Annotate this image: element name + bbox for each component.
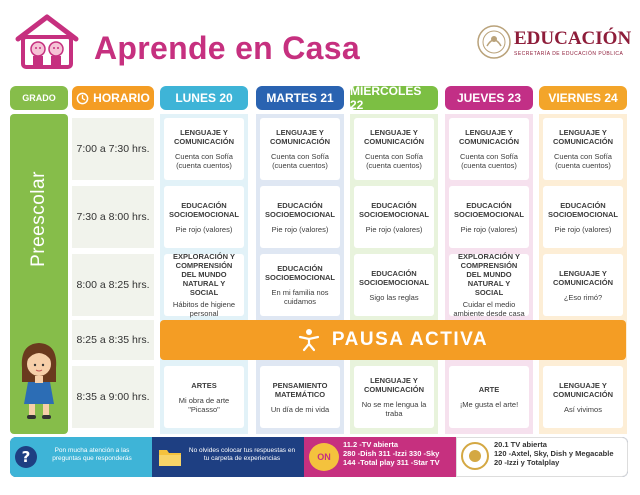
subject-label: LENGUAJE Y COMUNICACIÓN bbox=[459, 128, 519, 146]
topic-label: Pie rojo (valores) bbox=[271, 224, 329, 234]
topic-label: Cuenta con Sofía (cuenta cuentos) bbox=[271, 152, 329, 170]
schedule-cell bbox=[354, 186, 434, 248]
topic-label: Cuenta con Sofía (cuenta cuentos) bbox=[554, 152, 612, 170]
grade-label-wrap bbox=[10, 114, 68, 324]
day-header-viernes bbox=[539, 86, 627, 110]
topic-label: Pie rojo (valores) bbox=[554, 224, 612, 234]
time-slot bbox=[72, 366, 154, 428]
subject-label: EXPLORACIÓN Y COMPRENSIÓN DEL MUNDO NATURAL Y SOCIAL bbox=[458, 252, 520, 297]
topic-label: Pie rojo (valores) bbox=[460, 224, 518, 234]
grado-header bbox=[10, 86, 68, 110]
schedule-cell bbox=[543, 118, 623, 180]
topic-label: ¡Me gusta el arte! bbox=[459, 400, 519, 409]
channel2-line: 20 -Izzi y Totalplay bbox=[494, 458, 560, 467]
topic-label: Hábitos de higiene personal bbox=[172, 300, 236, 318]
topic-label: Sigo las reglas bbox=[369, 292, 419, 302]
subject-label: PENSAMIENTO MATEMÁTICO bbox=[272, 380, 328, 399]
topic-label: Cuidar el medio ambiente desde casa bbox=[453, 300, 525, 318]
subject-label: EDUCACIÓN SOCIOEMOCIONAL bbox=[264, 264, 335, 282]
subject-label: ARTES bbox=[191, 380, 217, 390]
channel1-badge-label: ON bbox=[317, 452, 331, 462]
subject-label: LENGUAJE Y COMUNICACIÓN bbox=[270, 128, 330, 146]
topic-label: Cuenta con Sofía (cuenta cuentos) bbox=[460, 152, 518, 170]
subject-label: EDUCACIÓN SOCIOEMOCIONAL bbox=[358, 200, 429, 219]
time-label: 8:00 a 8:25 hrs. bbox=[76, 279, 150, 291]
channel2-line: 120 -Axtel, Sky, Dish y Megacable bbox=[494, 449, 614, 458]
schedule-cell bbox=[260, 366, 340, 428]
schedule-cell bbox=[164, 118, 244, 180]
topic-label: En mi familia nos cuidamos bbox=[271, 288, 329, 306]
day-header-martes bbox=[256, 86, 344, 110]
day-label: LUNES 20 bbox=[175, 91, 233, 105]
horario-label: HORARIO bbox=[93, 91, 150, 105]
horario-header bbox=[72, 86, 154, 110]
house-kids-logo-icon bbox=[14, 13, 80, 69]
time-slot bbox=[72, 320, 154, 360]
subject-label: EXPLORACIÓN Y COMPRENSIÓN DEL MUNDO NATURAL Y SOCIAL bbox=[173, 252, 235, 297]
day-label: JUEVES 23 bbox=[456, 91, 522, 105]
schedule-cell bbox=[449, 186, 529, 248]
schedule-cell bbox=[260, 118, 340, 180]
page-title: Aprende en Casa bbox=[94, 30, 360, 66]
subject-label: EDUCACIÓN SOCIOEMOCIONAL bbox=[168, 200, 239, 219]
schedule-cell bbox=[260, 254, 340, 316]
schedule-cell bbox=[449, 118, 529, 180]
day-header-miercoles bbox=[350, 86, 438, 110]
channel1-line: 11.2 -TV abierta bbox=[343, 440, 399, 449]
subject-label: EDUCACIÓN SOCIOEMOCIONAL bbox=[264, 200, 335, 219]
schedule-cell bbox=[164, 366, 244, 428]
day-label: MIÉRCOLES 22 bbox=[350, 84, 422, 112]
svg-text:?: ? bbox=[21, 448, 31, 466]
subject-label: ARTE bbox=[478, 385, 500, 394]
org-title: EDUCACIÓN bbox=[514, 28, 632, 49]
day-header-jueves bbox=[445, 86, 533, 110]
day-header-lunes bbox=[160, 86, 248, 110]
channel1-line: 280 -Dish 311 -Izzi 330 -Sky bbox=[343, 449, 440, 458]
footer-tip2: No olvides colocar tus respuestas en tu carpeta de experiencias bbox=[188, 447, 296, 462]
topic-label: Así vivimos bbox=[564, 404, 602, 414]
time-slot bbox=[72, 186, 154, 248]
time-label: 8:35 a 9:00 hrs. bbox=[76, 391, 150, 403]
subject-label: EDUCACIÓN SOCIOEMOCIONAL bbox=[547, 200, 618, 219]
schedule-cell bbox=[543, 254, 623, 316]
schedule-cell bbox=[354, 118, 434, 180]
stretching-person-icon bbox=[298, 328, 320, 352]
topic-label: Un día de mi vida bbox=[270, 404, 330, 414]
time-label: 8:25 a 8:35 hrs. bbox=[76, 334, 150, 346]
schedule-cell bbox=[164, 254, 244, 316]
day-label: MARTES 21 bbox=[266, 91, 334, 105]
schedule-cell bbox=[449, 366, 529, 428]
pause-banner bbox=[160, 320, 626, 360]
channel1-line: 144 -Total play 311 -Star TV bbox=[343, 458, 440, 467]
footer-tip1: Pon mucha atención a las preguntas que responderás bbox=[52, 447, 132, 462]
subject-label: LENGUAJE Y COMUNICACIÓN bbox=[553, 268, 613, 287]
schedule-cell bbox=[449, 254, 529, 316]
org-subtitle: SECRETARÍA DE EDUCACIÓN PÚBLICA bbox=[514, 51, 624, 57]
day-label: VIERNES 24 bbox=[548, 91, 618, 105]
subject-label: LENGUAJE Y COMUNICACIÓN bbox=[364, 376, 424, 394]
subject-label: LENGUAJE Y COMUNICACIÓN bbox=[174, 128, 234, 146]
channel1-info bbox=[343, 440, 440, 467]
subject-label: EDUCACIÓN SOCIOEMOCIONAL bbox=[453, 200, 524, 219]
time-slot bbox=[72, 254, 154, 316]
clock-icon bbox=[76, 92, 89, 105]
schedule-cell bbox=[543, 186, 623, 248]
topic-label: ¿Eso rimó? bbox=[563, 292, 603, 302]
time-label: 7:00 a 7:30 hrs. bbox=[76, 143, 150, 155]
folder-icon bbox=[158, 446, 182, 468]
channel2-logo-icon bbox=[460, 441, 490, 471]
schedule-cell bbox=[354, 254, 434, 316]
grade-label: Preescolar bbox=[28, 171, 50, 267]
grado-label: GRADO bbox=[22, 93, 56, 103]
subject-label: LENGUAJE Y COMUNICACIÓN bbox=[553, 128, 613, 146]
schedule-cell bbox=[164, 186, 244, 248]
header bbox=[0, 0, 640, 82]
subject-label: LENGUAJE Y COMUNICACIÓN bbox=[553, 380, 613, 399]
schedule-cell bbox=[260, 186, 340, 248]
schedule-cell bbox=[354, 366, 434, 428]
topic-label: Cuenta con Sofía (cuenta cuentos) bbox=[365, 152, 423, 170]
channel2-line: 20.1 TV abierta bbox=[494, 440, 547, 449]
question-icon bbox=[14, 445, 38, 469]
topic-label: Pie rojo (valores) bbox=[175, 224, 233, 234]
topic-label: Mi obra de arte "Picasso" bbox=[178, 395, 230, 414]
pause-label: PAUSA ACTIVA bbox=[331, 329, 489, 350]
subject-label: EDUCACIÓN SOCIOEMOCIONAL bbox=[358, 268, 429, 287]
channel1-badge bbox=[309, 443, 339, 471]
topic-label: Pie rojo (valores) bbox=[365, 224, 423, 234]
topic-label: No se me lengua la traba bbox=[361, 400, 427, 418]
time-label: 7:30 a 8:00 hrs. bbox=[76, 211, 150, 223]
subject-label: LENGUAJE Y COMUNICACIÓN bbox=[364, 128, 424, 146]
topic-label: Cuenta con Sofía (cuenta cuentos) bbox=[175, 152, 233, 170]
schedule-cell bbox=[543, 366, 623, 428]
channel2-info bbox=[494, 440, 614, 467]
girl-illustration-icon bbox=[14, 338, 64, 424]
national-seal-icon bbox=[476, 24, 512, 60]
time-slot bbox=[72, 118, 154, 180]
